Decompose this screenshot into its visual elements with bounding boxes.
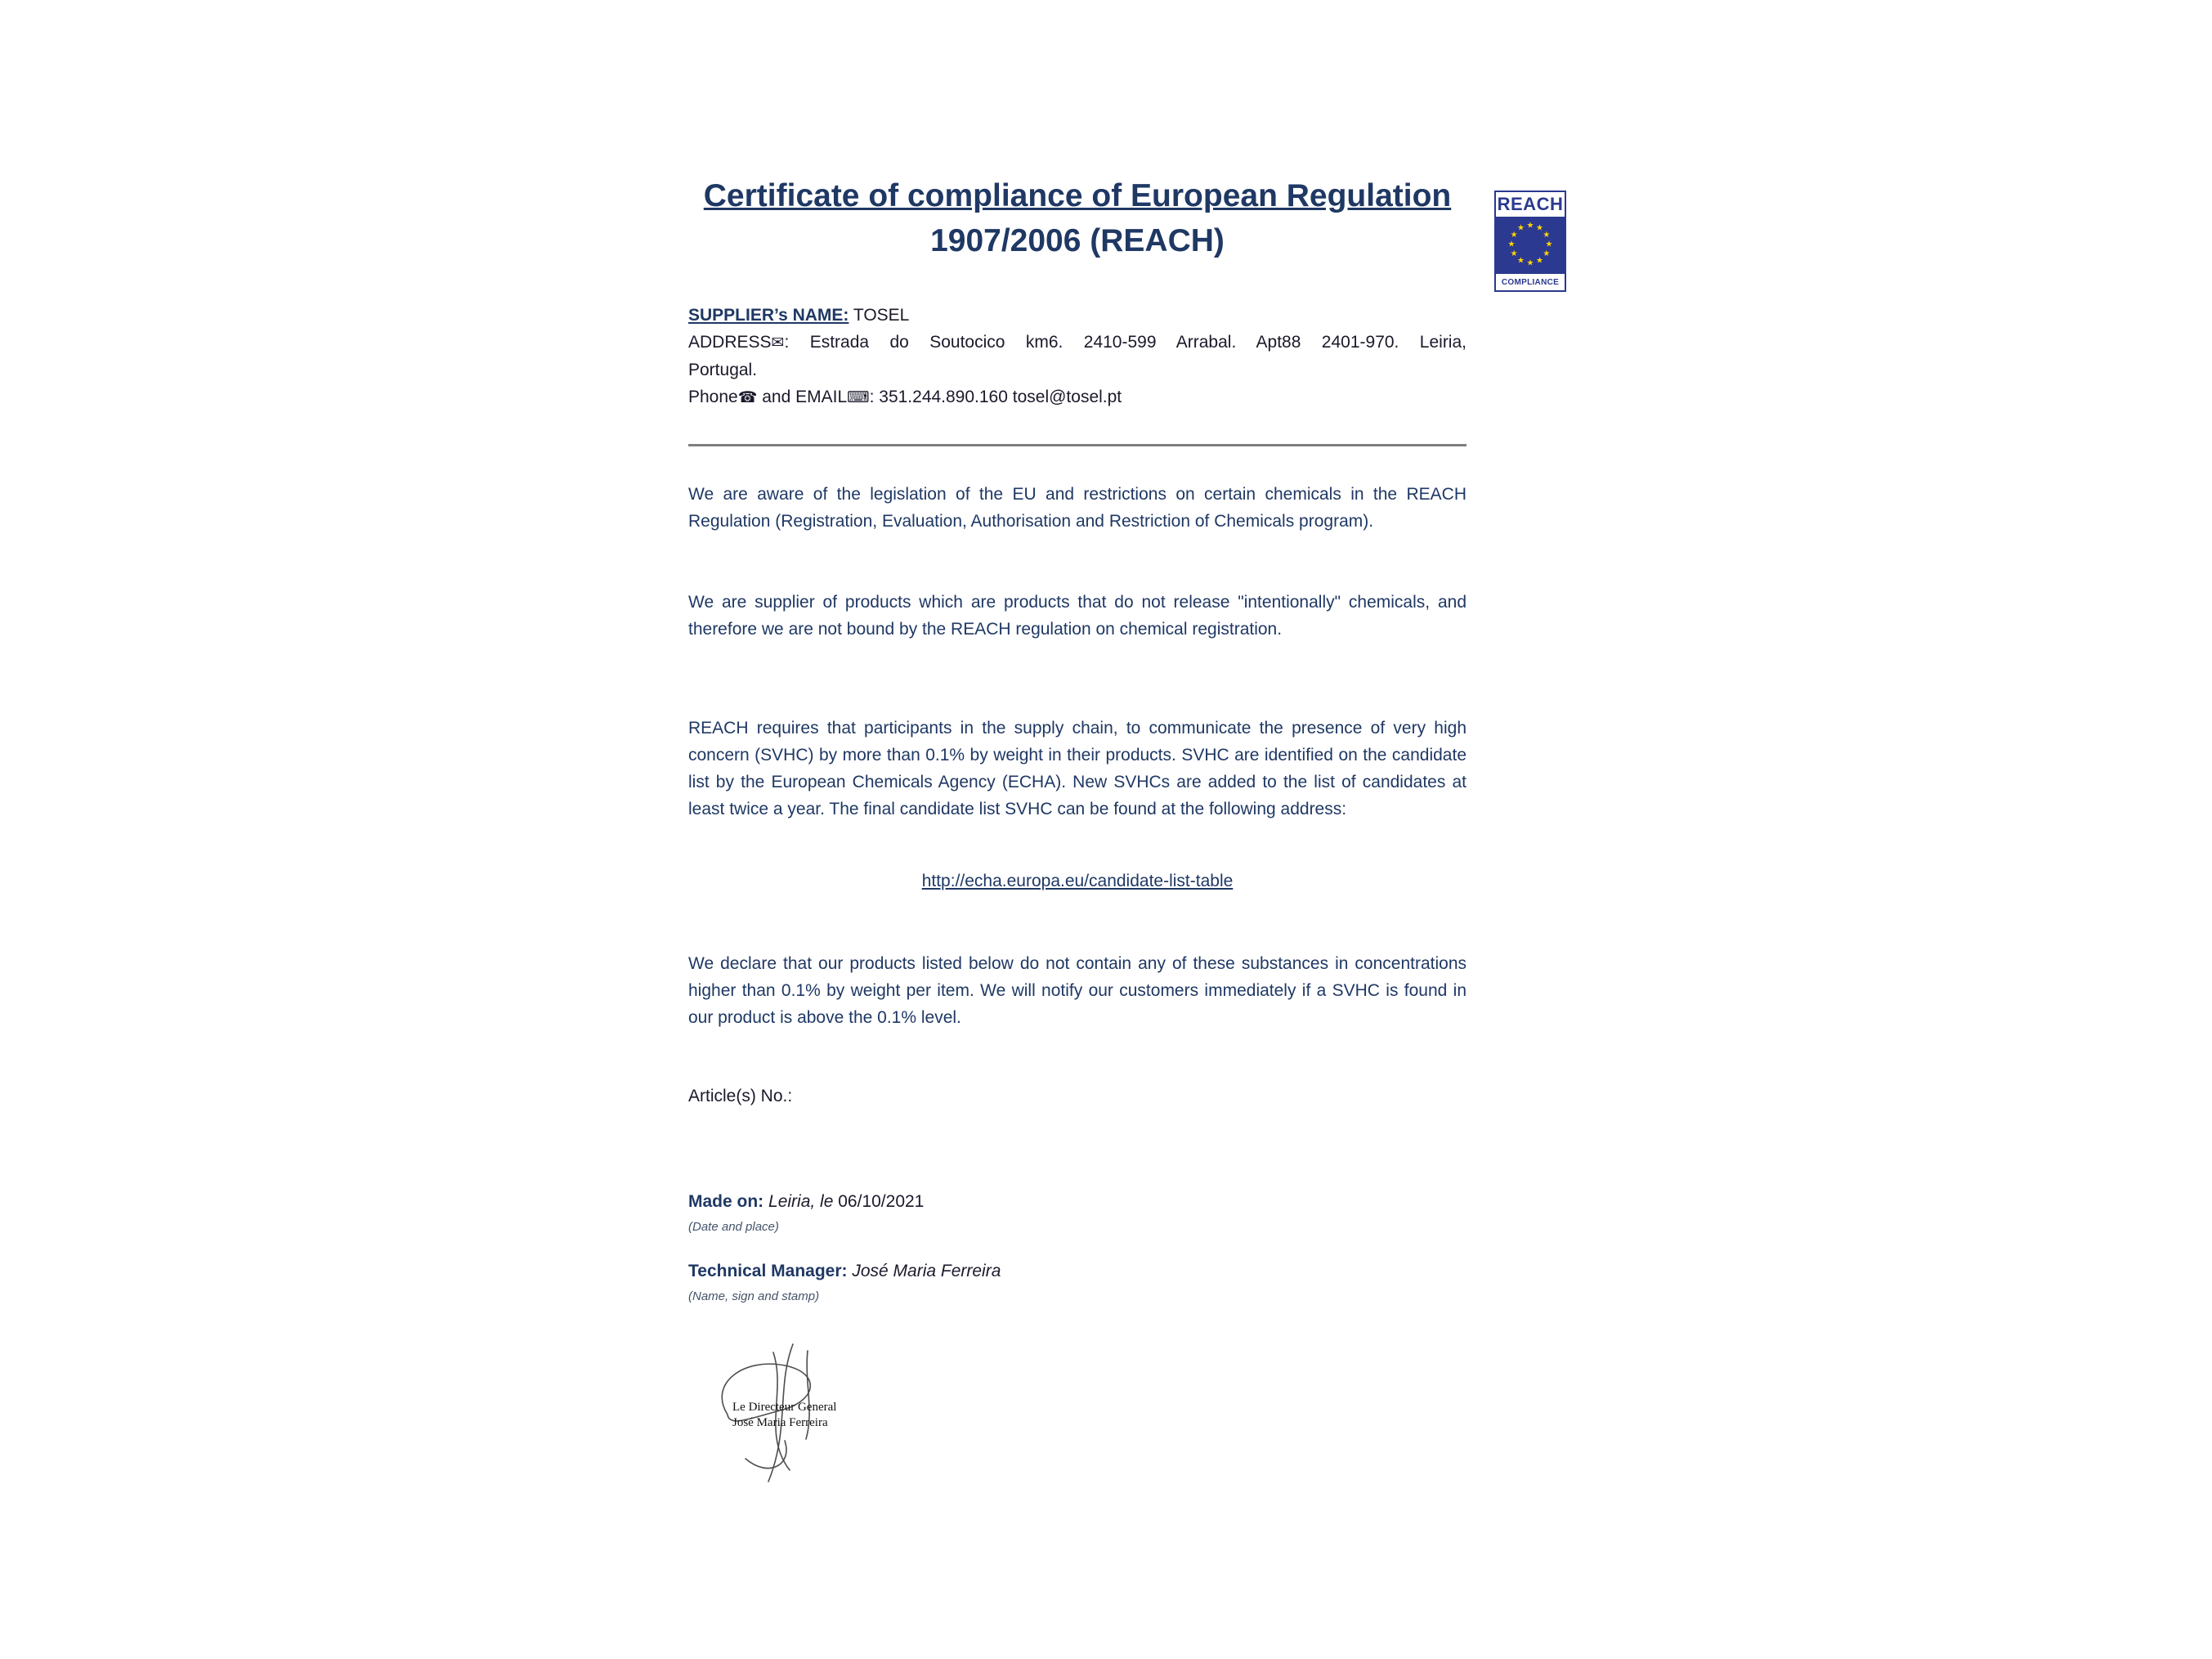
reach-logo-title: REACH bbox=[1497, 194, 1564, 214]
supplier-name-label: SUPPLIER’s NAME: bbox=[688, 305, 849, 325]
supplier-block bbox=[688, 302, 1466, 411]
date-place-note: (Date and place) bbox=[688, 1219, 779, 1234]
supplier-contact-line bbox=[688, 383, 1466, 411]
made-on-line bbox=[688, 1192, 1466, 1212]
candidate-list-link[interactable]: http://echa.europa.eu/candidate-list-table bbox=[921, 871, 1234, 890]
paragraph-svhc-requirement: REACH requires that participants in the supply chain, to communicate the presence of very high concern (SVHC) by more than 0.1% by weight in their products. SVHC are identified on the candidate list by the European Chemicals Agency (ECHA). New SVHCs are added to the list of candidates at least twice a year. The final candidate list SVHC can be found at the following address: bbox=[688, 718, 1466, 818]
email-label: and EMAIL bbox=[762, 387, 848, 406]
signature-block bbox=[693, 1333, 963, 1492]
technical-manager-label: Technical Manager: bbox=[688, 1261, 848, 1280]
address-label: ADDRESS bbox=[688, 332, 772, 352]
svg-text:★: ★ bbox=[1507, 240, 1516, 249]
svg-text:★: ★ bbox=[1543, 231, 1551, 240]
svg-text:★: ★ bbox=[1517, 223, 1525, 233]
document-title-line1: Certificate of compliance of European Regulation bbox=[703, 178, 1452, 213]
contact-value: : 351.244.890.160 tosel@tosel.pt bbox=[869, 387, 1122, 406]
supplier-address-line bbox=[688, 329, 1466, 383]
svg-text:★: ★ bbox=[1536, 256, 1543, 266]
computer-icon: ⌨ bbox=[847, 388, 870, 406]
document-title-line2: 1907/2006 (REACH) bbox=[930, 223, 1225, 259]
document-content bbox=[688, 173, 1466, 1492]
eu-flag bbox=[1496, 217, 1565, 272]
paragraph-supplier-declaration: We are supplier of products which are products that do not release "intentionally" chemicals, and therefore we are not bound by the REACH regulation on chemical registration. bbox=[688, 592, 1466, 639]
separator-line bbox=[688, 444, 1466, 446]
made-on-label: Made on: bbox=[688, 1191, 764, 1211]
svg-text:★: ★ bbox=[1543, 249, 1551, 258]
signature-text bbox=[732, 1400, 836, 1432]
document-title bbox=[688, 173, 1466, 264]
eu-stars-icon bbox=[1496, 217, 1565, 269]
address-value-line1: : Estrada do Soutocico km6. 2410-599 Arrabal. Apt88 2401-970. Leiria, bbox=[784, 332, 1466, 352]
svg-text:★: ★ bbox=[1510, 249, 1518, 258]
svg-text:★: ★ bbox=[1536, 223, 1543, 233]
svg-text:★: ★ bbox=[1510, 231, 1518, 240]
signature-text-line2: José Maria Ferreira bbox=[732, 1416, 828, 1430]
made-on-place: Leiria, le bbox=[768, 1191, 834, 1211]
supplier-name-value: TOSEL bbox=[853, 305, 910, 325]
svg-text:★: ★ bbox=[1526, 221, 1534, 231]
svg-text:★: ★ bbox=[1545, 240, 1553, 249]
svg-text:★: ★ bbox=[1517, 256, 1525, 266]
reach-logo-compliance-label: COMPLIANCE bbox=[1496, 272, 1565, 290]
technical-manager-line bbox=[688, 1262, 1466, 1281]
made-on-date: 06/10/2021 bbox=[838, 1191, 925, 1211]
envelope-icon: ✉ bbox=[771, 333, 785, 352]
paragraph-legislation: We are aware of the legislation of the EU and restrictions on certain chemicals in the REACH Regulation (Registration, Evaluation, Authorisation and Restriction of Chemicals program). bbox=[688, 484, 1466, 531]
phone-label: Phone bbox=[688, 387, 738, 406]
signature-text-line1: Le Directeur General bbox=[732, 1400, 837, 1414]
sign-stamp-note: (Name, sign and stamp) bbox=[688, 1289, 820, 1303]
supplier-name-line bbox=[688, 302, 1466, 329]
candidate-list-link-line bbox=[688, 872, 1466, 891]
reach-compliance-logo bbox=[1494, 191, 1566, 292]
paragraph-product-declaration: We declare that our products listed below do not contain any of these substances in concentrations higher than 0.1% by weight per item. We will notify our customers immediately if a SVHC is found in our product is above the 0.1% level. bbox=[688, 953, 1466, 1027]
technical-manager-name: José Maria Ferreira bbox=[852, 1261, 1001, 1280]
article-no-label: Article(s) No.: bbox=[688, 1086, 793, 1105]
address-value-line2: Portugal. bbox=[688, 360, 758, 379]
phone-icon: ☎ bbox=[737, 388, 758, 406]
svg-text:★: ★ bbox=[1526, 258, 1534, 268]
